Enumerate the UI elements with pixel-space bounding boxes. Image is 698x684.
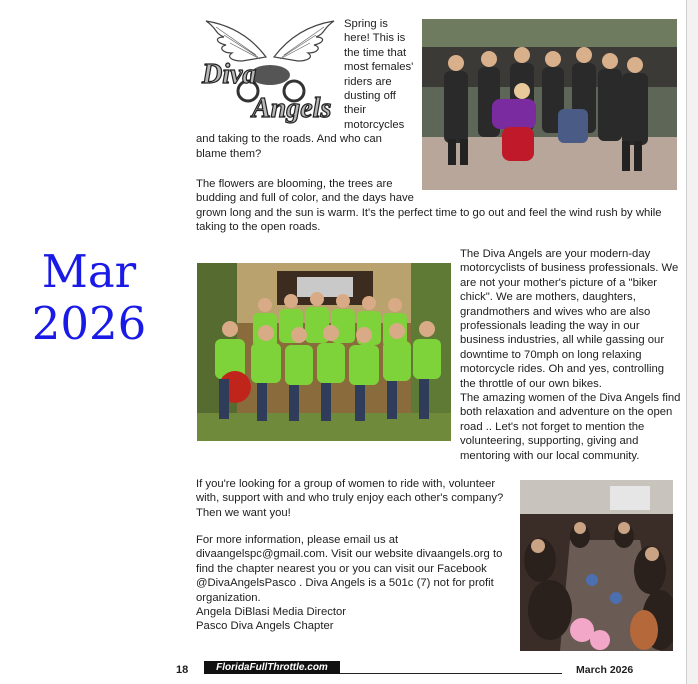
footer-rule — [340, 673, 562, 674]
intro-paragraph: Spring is here! This is the time that most females' riders are dusting off their motorcycles and taking to the roads. And who can blame them? — [196, 18, 414, 160]
date-month: Mar — [41, 245, 137, 298]
signature-chapter: Pasco Diva Angels Chapter — [196, 620, 334, 633]
footer-issue-date: March 2026 — [576, 664, 634, 676]
footer-page-number: 18 — [176, 664, 189, 676]
date-overlay — [4, 246, 174, 350]
modern-paragraph: The Diva Angels are your modern-day motorcyclists of business professionals. We are not your mother's picture of a "biker chick". We are mothers, daughters, grandmothers and wives who are also professionals leading the way in our business industries, all while gassing our downtime to 70mph on long relaxing motorcycle rides. Oh and yes, controlling the throttle of our own bikes. — [460, 248, 679, 390]
flowers-paragraph: The flowers are blooming, the trees are budding and full of color, and the days have grown long and the sun is warm. It's the perfect time to go out and feel the wind rush by while taking to the open roads. — [196, 178, 662, 234]
amazing-paragraph: The amazing women of the Diva Angels find both relaxation and adventure on the open road .. Let's not forget to mention the volunteering, supporting, giving and mentoring with our local community. — [460, 392, 681, 462]
photo-event-gathering — [520, 480, 673, 651]
photo-green-shirts-group — [197, 263, 451, 441]
footer-site-banner: FloridaFullThrottle.com — [204, 661, 340, 674]
page-edge — [686, 0, 698, 684]
photo-riders-group — [422, 19, 677, 190]
signature-block — [196, 605, 508, 634]
date-year: 2026 — [31, 297, 147, 350]
info-paragraph: For more information, please email us at divaangelspc@gmail.com. Visit our website divaangels.org to find the chapter nearest you or you can visit our Facebook @DivaAngelsPasco . Diva Angels is a 501c (7) not for profit organization. — [196, 534, 503, 604]
signature-name: Angela DiBlasi Media Director — [196, 606, 347, 618]
logo-word-diva: Diva — [202, 59, 257, 90]
looking-paragraph: If you're looking for a group of women to ride with, volunteer with, support with and who truly enjoy each other's company? Then we want you! — [196, 478, 504, 519]
logo-word-angels: Angels — [252, 93, 332, 124]
